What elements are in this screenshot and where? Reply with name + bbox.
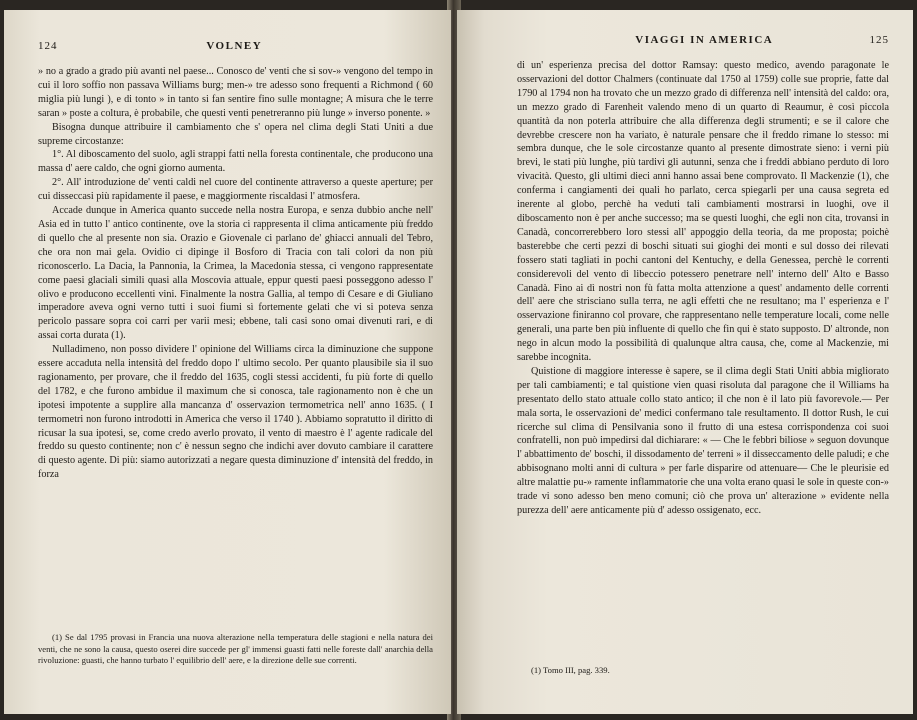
left-body-text: [38, 65, 433, 482]
right-page-number: 125: [869, 34, 889, 46]
right-footnote-1: (1) Tomo III, pag. 339.: [531, 665, 610, 675]
left-footnotes: [38, 632, 433, 667]
left-page-header: [38, 40, 433, 56]
left-paragraph-1: » no a grado a grado più avanti nel paese... Conosco de' venti che si sov-» vengono del tempo in cui il loro soffio non passava Williams burg; men-» tre adesso sono frequenti a Richmond ( 60 miglia più lungi ), e di tonto » in tanto si fan sentire fino sulle montagne; A misura che le terre saran » poste a coltura, è probabile, che questi venti penetreranno più lunge » inverso ponente. »: [38, 66, 433, 119]
right-paragraph-2: Quistione di maggiore interesse è sapere, se il clima degli Stati Uniti abbia migliorato per tali cambiamenti; e tal quistione vien quasi risoluta dal paragone che il Williams ha presentato dello stato attuale collo stato antico; il che non è il lato più favorevole.— Per mala sorta, le osservazioni de' medici confermano tale resultamento. Il dottor Rush, le cui ricerche sul clima di Pensilvania sono il frutto di una estesa corrispondenza coi suoi confratelli, non può impedirsi dal dichiarare: « — Che le febbri biliose » seguon dovunque l' abbattimento de' boschi, il dissodamento de' terreni » il disseccamento delle paludi; e che abbisognano molti anni di cultura » per farle disparire od attenuare— Che le pleurisie ed altre malattie pu-» ramente inflammatorie che una volta erano quasi le sole in queste con-» trade vi sono adesso ben meno comuni; ciò che prova un' alterazione » evidente nella purezza dell' aere anticamente più d' adesso ossigenato, ecc.: [517, 365, 889, 516]
left-paragraph-3: 1°. Al diboscamento del suolo, agli strappi fatti nella foresta continentale, che producono una massa d' aere caldo, che ogni giorno aumenta.: [38, 149, 433, 175]
left-paragraph-5: Accade dunque in America quanto succede nella nostra Europa, e senza dubbio anche nell' Asia ed in tutto l' antico continente, ove la storia ci rappresenta il clima anticamente più freddo di quello che al presente non sia. Orazio e Giovenale ci parlano de' ghiacci annuali del Tebro, che ora non mai gela. Ovidio ci dipinge il Bosforo di Tracia con tali colori da non più riconoscerlo. La Dacia, la Pannonia, la Crimea, la Macedonia stessa, ci vengono rappresentate come paesi glaciali simili quasi alla Moscovia attuale, eppur questi paesi posseggono adesso l' olivo e producono eccellenti vini. Finalmente la nostra Gallia, al tempo di Cesare e di Giuliano imperadore aveva ogni verno tutti i suoi fiumi sì fortemente gelati che vi si poteva senza pericolo passare sopra coi carri per varii mesi; ebbene, tali casi sono omai divenuti rari, e di assai corta durata (1).: [38, 205, 433, 342]
left-paragraph-6: Nulladimeno, non posso dividere l' opinione del Williams circa la diminuzione che suppone essere accaduta nella intensità del freddo dopo l' ultimo secolo. Per quanto plausibile sia il suo ragionamento, per provare, che il freddo del 1635, cogli stessi accidenti, fu più forte di quello del 1782, e che furono ambidue il maximum che si conosca, tale ragionamento non è che un ipotesi impotente a supplire alla mancanza d' osservazion termometrica nell' anno 1635. ( I termometri non furono introdotti in America che verso il 1740 ). Abbiamo sopratutto il diritto di ricusar la sua ipotesi, se, come credo averlo provato, il vento di maestro è l' agente radicale del freddo su questo continente; non c' è nessun segno che indichi aver dovuto cambiare il carattere di questo agente. Di più: siamo autorizzati a negare questa diminuzione d' intensità del freddo, in forza: [38, 344, 433, 481]
left-paragraph-4: 2°. All' introduzione de' venti caldi nel cuore del continente attraverso a queste aperture; per cui disseccasi più rapidamente il paese, e maggiormente riscaldasi l' atmosfera.: [38, 177, 433, 203]
right-footnotes: [517, 665, 889, 677]
right-page-header: [517, 34, 889, 50]
left-paragraph-2: Bisogna dunque attribuire il cambiamento che s' opera nel clima degli Stati Uniti a due supreme circostanze:: [38, 121, 433, 147]
right-page: [457, 10, 913, 714]
right-running-head: VIAGGI IN AMERICA: [635, 34, 774, 46]
right-paragraph-1: di un' esperienza precisa del dottor Ramsay: questo medico, avendo paragonate le osservazioni del dottor Chalmers (continuate dal 1750 al 1759) colle sue proprie, fatte dal 1790 al 1794 non ha trovato che un mezzo grado di differenza nell' intensità del caldo: ora, un mezzo grado di Farenheit valendo meno di un quarto di Reaumur, è così piccola quantità da non poterla attribuire che alla differenza degli strumenti; e se il calore che devrebbe crescere non ha variato, è naturale pensare che il freddo rimane lo stesso: mi sembra dunque, che le sole circostanze quanto al presente dimostrate sieno: i verni più brevi, le stati più lunghe, più tardivi gli autunni, senza che i freddi abbiano perduto di loro vivacità. Questo, gli ultimi dieci anni hanno assai bene comprovato. Il Mackenzie (1), che conferma i cangiamenti dei quali ho parlato, cerca spiegarli per una causa segreta ed inerente al globo, perchè ha veduti tali cambiamenti mostrarsi in luoghi, ove il diboscamento non è per anche successo; ma se questi luoghi, che egli non cita, trovansi in Canadà, concorrerebbero loro stessi all' appoggio della teoria, da me proposta; poichè basterebbe che certi pezzi di boschi situati sui gioghi dei monti e sul dosso dei rilevati fossero stati tagliati in pochi cantoni del Kentuchy, e della Genessea, perchè le correnti considerevoli del vento di libeccio potessero penetrare nell' interno dell' Alto e Basso Canadà. Fino ai dì nostri non fù fatta molta attenzione a quest' andamento delle correnti dell' aere che strisciano sulla terra, ne agli effetti che ne resultano; ma l' esperienza e l' osservazione finiranno col provare, che rappresentano nelle temperature locali, come nelle generali, una parte ben più influente di quello che fin qui è stato supposto. D' altronde, non nego in alcun modo la possibilità di qualunque altra causa, che, come al Mackenzie, mi sarebbe incognita.: [517, 60, 889, 364]
left-page: [4, 10, 451, 714]
left-page-number: 124: [38, 40, 58, 52]
left-running-head: VOLNEY: [206, 40, 263, 52]
right-body-text: [517, 59, 889, 518]
left-footnote-1: (1) Se dal 1795 provasi in Francia una nuova alterazione nella temperatura delle stagioni e nella natura dei venti, che ne sono la causa, questo oserei dire succede per gl' immensi guasti fatti nelle foreste dall' anarchia della rivoluzione: guasti, che hanno turbato l' equilibrio dell' aere, e la direzione delle sue correnti.: [38, 632, 433, 665]
